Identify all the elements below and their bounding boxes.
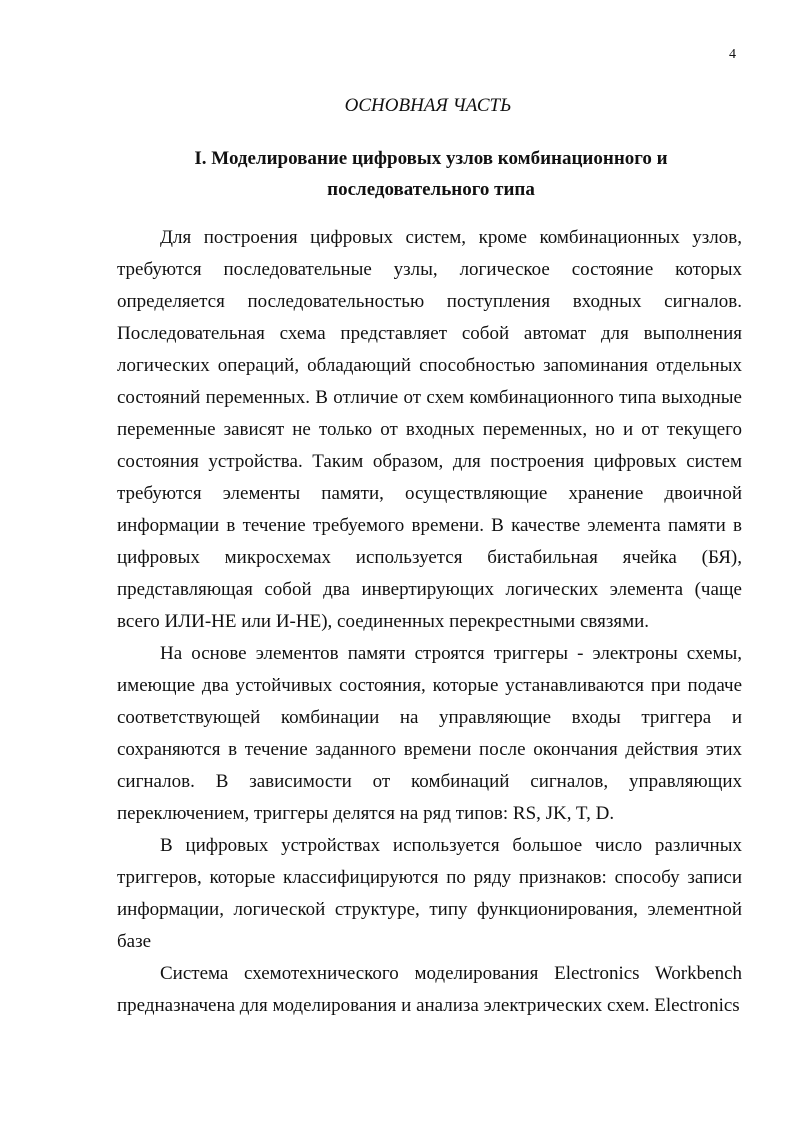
chapter-title-line-1: I. Моделирование цифровых узлов комбинационного и xyxy=(194,148,668,169)
body-text xyxy=(117,222,742,1022)
chapter-title-line-2: последовательного типа xyxy=(327,179,535,200)
page-number: 4 xyxy=(729,47,736,62)
paragraph-triggers: На основе элементов памяти строятся триггеры - электроны схемы, имеющие два устойчивых состояния, которые устанавливаются при подаче соответствующей комбинации на управляющие входы триггера и сохраняются в течение заданного времени после окончания действия этих сигналов. В зависимости от комбинаций сигналов, управляющих переключением, триггеры делятся на ряд типов: RS, JK, T, D. xyxy=(117,643,742,824)
paragraph-electronics-workbench: Система схемотехнического моделирования Electronics Workbench предназначена для моделирования и анализа электрических схем. Electronics xyxy=(117,963,742,1016)
chapter-title xyxy=(120,143,742,205)
paragraph-trigger-classification: В цифровых устройствах используется большое число различных триггеров, которые классифицируются по ряду признаков: способу записи информации, логической структуре, типу функционирования, элементной базе xyxy=(117,835,742,952)
section-heading: ОСНОВНАЯ ЧАСТЬ xyxy=(344,95,512,116)
paragraph-digital-systems: Для построения цифровых систем, кроме комбинационных узлов, требуются последовательные узлы, логическое состояние которых определяется последовательностью поступления входных сигналов. Последовательная схема представляет собой автомат для выполнения логических операций, обладающий способностью запоминания отдельных состояний переменных. В отличие от схем комбинационного типа выходные переменные зависят не только от входных переменных, но и от текущего состояния устройства. Таким образом, для построения цифровых систем требуются элементы памяти, осуществляющие хранение двоичной информации в течение требуемого времени. В качестве элемента памяти в цифровых микросхемах используется бистабильная ячейка (БЯ), представляющая собой два инвертирующих логических элемента (чаще всего ИЛИ-НЕ или И-НЕ), соединенных перекрестными связями. xyxy=(117,227,742,632)
